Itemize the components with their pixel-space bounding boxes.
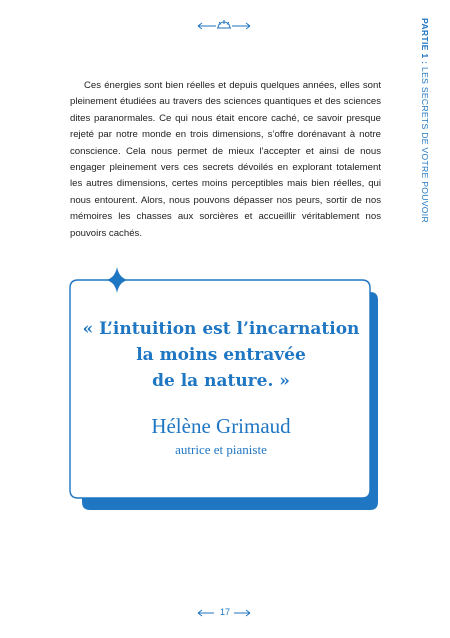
chapter-title-label: LES SECRETS DE VOTRE POUVOIR — [420, 67, 430, 223]
quote-line-3: de la nature. » — [152, 371, 290, 391]
page-number: 17 — [219, 607, 230, 617]
quote-author: Hélène Grimaud — [151, 414, 291, 438]
quote-author-role: autrice et pianiste — [175, 442, 267, 457]
body-paragraph: Ces énergies sont bien réelles et depuis quelques années, elles sont pleinement étudiées au travers des sciences quantiques et des sciences dites paranormales. Ce qui nous était encore caché, ce savoir presque rejeté par notre monde en trois dimensions, s’offre dorénavant à notre conscience. Cela nous permet de mieux l’accepter et ainsi de nous engager pleinement vers ces secrets dévoilés en explorant totalement les autres dimensions, certes moins perceptibles mais bien réelles, qui nous entourent. Alors, nous pouvons dépasser nos peurs, sortir de nos mémoires les chasses aux sorcières et accueillir véritablement nos pouvoirs cachés. — [70, 80, 381, 239]
quote-line-2: la moins entravée — [136, 345, 306, 365]
quote-text — [72, 316, 370, 394]
quote-line-1: « L’intuition est l’incarnation — [82, 319, 360, 339]
chapter-part-label: PARTIE 1 : — [420, 18, 430, 65]
